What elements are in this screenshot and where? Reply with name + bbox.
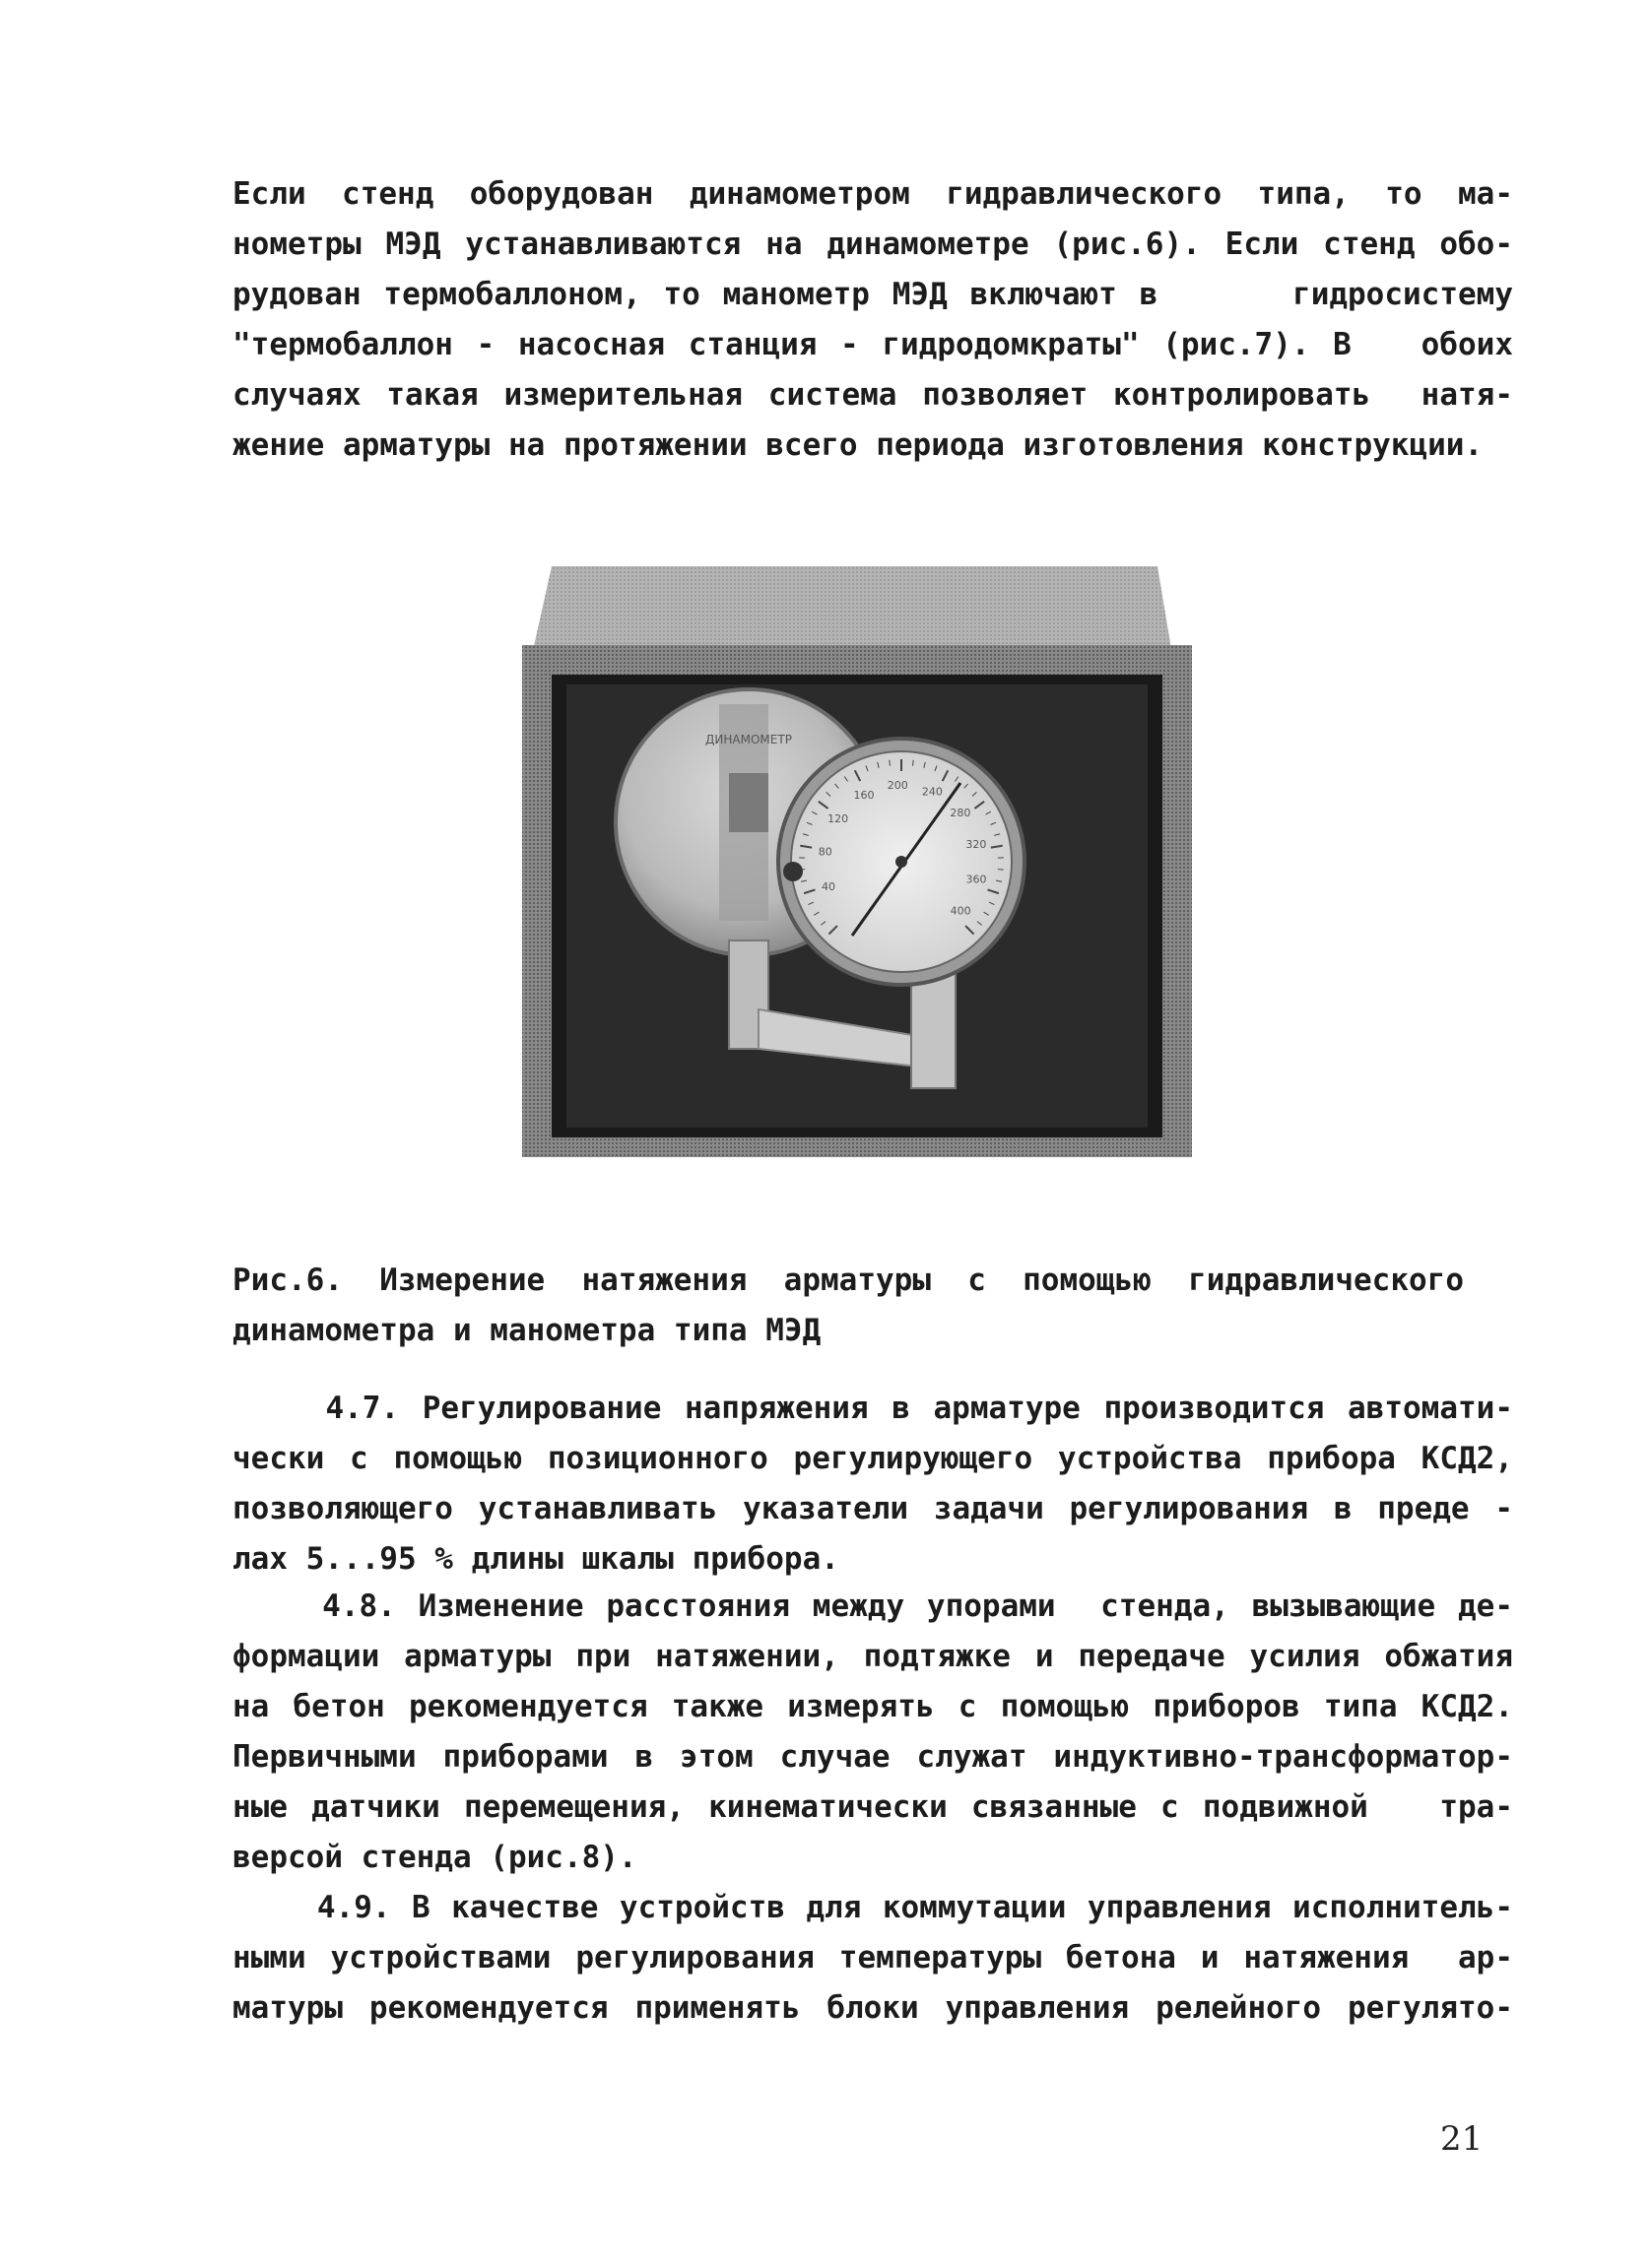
section-4-8 <box>232 1582 1513 1883</box>
text-line: рудован термобаллоном, то манометр МЭД включают в гидросистему <box>232 277 1513 312</box>
text-line: позволяющего устанавливать указатели задачи регулирования в преде - <box>232 1491 1513 1526</box>
scale-label: 120 <box>827 811 849 825</box>
text-line: Первичными приборами в этом случае служат индуктивно-трансформатор- <box>232 1739 1513 1775</box>
text-line: ными устройствами регулирования температуры бетона и натяжения ар- <box>232 1940 1513 1976</box>
text-line: случаях такая измерительная система позволяет контролировать натя- <box>232 377 1513 413</box>
text-line: 4.9. В качестве устройств для коммутации управления исполнитель- <box>232 1890 1513 1925</box>
scale-label: 320 <box>965 838 987 852</box>
page-number: 21 <box>1440 2119 1484 2159</box>
text-line: жение арматуры на протяжении всего периода изготовления конструкции. <box>232 427 1484 463</box>
figure-caption <box>232 1256 1464 1356</box>
scale-label: 240 <box>921 785 943 799</box>
text-line: Если стенд оборудован динамометром гидравлического типа, то ма- <box>232 176 1513 212</box>
scale-label: 80 <box>818 845 832 859</box>
text-line: на бетон рекомендуется также измерять с помощью приборов типа КСД2. <box>232 1689 1513 1724</box>
scale-label: 360 <box>965 873 987 886</box>
gauge-left-label: ДИНАМОМЕТР <box>705 733 792 746</box>
figure-photo-gauges <box>512 547 1197 1167</box>
scale-tick <box>913 760 914 766</box>
caption-line: Рис.6. Измерение натяжения арматуры с помощью гидравлического <box>232 1263 1464 1298</box>
text-line: формации арматуры при натяжении, подтяжке и передаче усилия обжатия <box>232 1639 1513 1674</box>
text-line: чески с помощью позиционного регулирующего устройства прибора КСД2, <box>232 1441 1513 1476</box>
section-4-9 <box>232 1883 1513 2034</box>
section-4-7 <box>232 1384 1513 1585</box>
text-line: нометры МЭД устанавливаются на динамометре (рис.6). Если стенд обо- <box>232 227 1513 262</box>
text-line: матуры рекомендуется применять блоки управления релейного регулято- <box>232 1990 1513 2026</box>
text-line: лах 5...95 % длины шкалы прибора. <box>232 1541 839 1577</box>
caption-line: динамометра и манометра типа МЭД <box>232 1313 822 1348</box>
scale-label: 160 <box>853 788 875 802</box>
intro-paragraph <box>232 169 1513 471</box>
text-line: "термобаллон - насосная станция - гидродомкраты" (рис.7). В обоих <box>232 327 1513 362</box>
text-line: 4.8. Изменение расстояния между упорами стенда, вызывающие де- <box>232 1588 1513 1624</box>
scale-label: 400 <box>950 904 971 918</box>
text-line: версой стенда (рис.8). <box>232 1840 637 1875</box>
scale-label: 40 <box>822 879 836 893</box>
scale-label: 200 <box>887 779 908 793</box>
box-top <box>532 566 1172 655</box>
scale-tick <box>890 760 891 766</box>
text-line: 4.7. Регулирование напряжения в арматуре производится автомати- <box>232 1391 1513 1426</box>
text-line: ные датчики перемещения, кинематически связанные с подвижной тра- <box>232 1789 1513 1825</box>
scale-label: 280 <box>950 807 971 820</box>
